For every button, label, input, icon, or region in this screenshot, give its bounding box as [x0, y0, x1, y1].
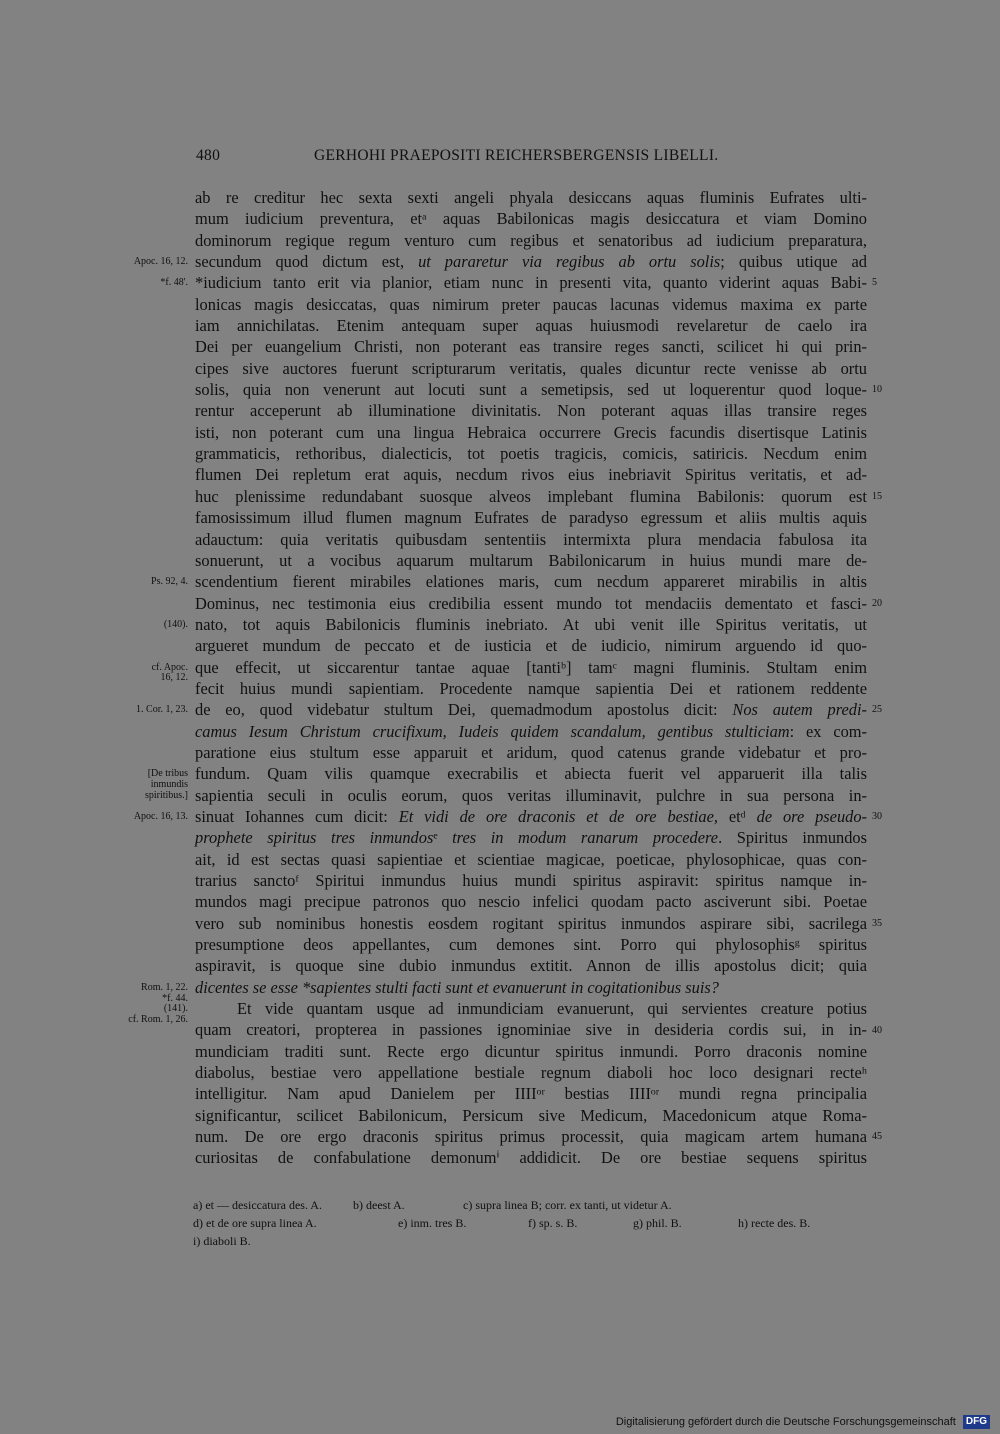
- text-line: Dominus, nec testimonia eius credibilia essent mundo tot mendaciis dementato et fasci-: [195, 593, 867, 613]
- margin-reference: (140).: [163, 619, 188, 630]
- margin-reference: cf. Apoc.: [151, 661, 188, 673]
- footnote: b) deest A.: [353, 1198, 405, 1212]
- text-line: camus Iesum Christum crucifixum, Iudeis quidem scandalum, gentibus stulticiam: ex com-: [195, 721, 867, 741]
- line-number: 20: [872, 597, 882, 609]
- text-line: ait, id est sectas quasi sapientiae et scientiae magicae, poeticae, phylosophicae, quas con-: [195, 849, 867, 869]
- text-line: vero sub nominibus honestis eosdem rogitant spiritus inmundos aspirare sibi, sacrilega: [195, 913, 867, 933]
- margin-reference: 1. Cor. 1, 23.: [136, 704, 188, 716]
- text-line: Dei per euangelium Christi, non poterant eas transire reges sancti, scilicet hi qui prin-: [195, 337, 867, 357]
- margin-reference: Apoc. 16, 13.: [133, 811, 188, 823]
- text-line: prophete spiritus tres inmundosᵉ tres in modum ranarum procedere. Spiritus inmundos: [195, 828, 867, 848]
- text-line: adauctum: quia veritatis quibusdam sententiis intermixta plura mendacia fabulosa ita: [195, 529, 867, 549]
- text-line: aspiravit, is quoque sine dubio inmundus extitit. Annon de illis apostolus dicit; quia: [195, 956, 867, 976]
- text-line: nato, tot aquis Babilonicis fluminis inebriato. At ubi venit ille Spiritus veritatis, ut: [195, 614, 867, 634]
- text-line: isti, non poterant cum una lingua Hebraica occurrere Grecis facundis disertisque Latinis: [195, 422, 867, 442]
- footnote-line: [193, 1214, 867, 1232]
- margin-reference: cf. Rom. 1, 26.: [128, 1013, 188, 1025]
- text-line: fundum. Quam vilis quamque execrabilis et abiecta fuerit vel apparuerit illa talis: [195, 764, 867, 784]
- text-line: ab re creditur hec sexta sexti angeli phyala desiccans aquas fluminis Eufrates ulti-: [195, 188, 867, 207]
- text-line: mundiciam traditi sunt. Recte ergo dicuntur spiritus inmundi. Porro draconis nomine: [195, 1041, 867, 1061]
- text-line: iam annichilatas. Etenim antequam super aquas huiusmodi revelaretur de caelo ira: [195, 316, 867, 336]
- running-title: GERHOHI PRAEPOSITI REICHERSBERGENSIS LIBELLI.: [314, 147, 719, 164]
- line-number: 15: [872, 490, 882, 502]
- text-line: intelligitur. Nam apud Danielem per IIIIᵒʳ bestias IIIIᵒʳ mundi regna principalia: [195, 1084, 867, 1104]
- text-line: paratione eius stultum esse apparuit et aridum, quod catenus grande videbatur et pro-: [195, 742, 867, 762]
- text-line: solis, quia non venerunt aut locuti sunt a semetipsis, sed ut loquerentur quod loque-: [195, 380, 867, 400]
- text-line: quam creatori, propterea in passiones ignominiae sive in desideria cordis sui, in in-: [195, 1020, 867, 1040]
- line-number: 10: [872, 384, 882, 396]
- margin-reference: 16, 12.: [160, 672, 188, 684]
- text-line: lonicas magis desiccatas, quas nimirum preter paucas lacunas videmus maxima ex parte: [195, 294, 867, 314]
- text-line: scendentium fierent mirabiles elationes maris, cum necdum appareret mirabilis in altis: [195, 572, 867, 592]
- text-line: cipes sive auctores fuerunt scripturarum veritatis, quales dicuntur recte venisse ab ortu: [195, 358, 867, 378]
- footnote: i) diaboli B.: [193, 1234, 251, 1248]
- margin-reference: [De tribus: [147, 768, 188, 780]
- line-number: 45: [872, 1131, 882, 1143]
- margin-reference: Apoc. 16, 12.: [133, 256, 188, 268]
- footnote-line: [193, 1196, 867, 1214]
- text-line: que effecit, ut siccarentur tantae aquae [tantiᵇ] tamᶜ magni fluminis. Stultam enim: [195, 657, 867, 677]
- text-line: dicentes se esse *sapientes stulti facti sunt et evanuerunt in cogitationibus suis?: [195, 977, 719, 997]
- page-number: 480: [196, 147, 221, 164]
- text-line: sinuat Iohannes cum dicit: Et vidi de ore draconis et de ore bestiae, etᵈ de ore pseudo-: [195, 806, 867, 826]
- funding-footer: [616, 1415, 990, 1429]
- margin-reference: Ps. 92, 4.: [151, 576, 188, 588]
- footnotes: [193, 1196, 867, 1250]
- footer-text: Digitalisierung gefördert durch die Deutsche Forschungsgemeinschaft: [615, 1416, 956, 1428]
- line-number: 35: [872, 917, 882, 929]
- text-line: secundum quod dictum est, ut pararetur via regibus ab ortu solis; quibus utique ad: [195, 252, 867, 272]
- text-line: significantur, scilicet Babilonicum, Persicum sive Medicum, Macedonicum atque Roma-: [195, 1105, 867, 1125]
- line-number: 25: [872, 704, 882, 716]
- margin-reference: *f. 44.: [162, 992, 188, 1004]
- footnote: g) phil. B.: [633, 1216, 682, 1230]
- text-line: presumptione deos appellantes, cum demones sint. Porro qui phylosophisᵍ spiritus: [195, 935, 867, 955]
- text-line: trarius sanctoᶠ Spiritui inmundus huius mundi spiritus aspiravit: spiritus namque in-: [195, 871, 867, 890]
- line-number: 30: [872, 811, 882, 823]
- margin-reference: inmundis: [150, 779, 188, 791]
- text-line: de eo, quod videbatur stultum Dei, quemadmodum apostolus dicit: Nos autem predi-: [195, 700, 867, 720]
- text-line: sapientia seculi in oculis eorum, quos veritas illuminavit, pulchre in sua persona in-: [195, 785, 867, 805]
- margin-reference: *f. 48'.: [160, 277, 188, 289]
- footnote: e) inm. tres B.: [398, 1216, 467, 1230]
- line-number: 5: [872, 277, 877, 289]
- footnote: c) supra linea B; corr. ex tanti, ut videtur A.: [463, 1198, 672, 1212]
- margin-reference: (141).: [163, 1003, 188, 1015]
- footnote: f) sp. s. B.: [528, 1216, 578, 1230]
- text-line: huc plenissime redundabant suosque alveos implebant flumina Babilonis: quorum est: [195, 486, 867, 506]
- text-line: Et vide quantam usque ad inmundiciam evanuerunt, qui servientes creature potius: [237, 999, 867, 1019]
- text-line: curiositas de confabulatione demonumⁱ addidicit. De ore bestiae sequens spiritus: [195, 1148, 867, 1168]
- text-line: mum iudicium preventura, etᵃ aquas Babilonicas magis desiccatura et viam Domino: [195, 209, 867, 229]
- dfg-logo: DFG: [963, 1415, 990, 1429]
- text-line: sonuerunt, ut a vocibus aquarum multarum Babilonicarum in huius mundi mare de-: [195, 550, 867, 570]
- footnote: d) et de ore supra linea A.: [193, 1216, 317, 1230]
- text-line: grammaticis, rethoribus, dialecticis, tot poetis tragicis, comicis, satiricis. Necdum enim: [195, 444, 867, 464]
- text-line: mundos magi precipue patronos quo nescio infelici quodam pacto asciverunt sibi. Poetae: [195, 892, 867, 912]
- line-number: 40: [872, 1024, 882, 1036]
- running-header: [196, 147, 866, 171]
- main-text: [195, 187, 867, 1169]
- margin-reference: Rom. 1, 22.: [141, 981, 188, 993]
- text-line: diabolus, bestiae vero appellatione bestiale regnum diaboli hoc loco designari recteʰ: [195, 1063, 867, 1083]
- text-line: *iudicium tanto erit via planior, etiam nunc in presenti vita, quanto viderint aquas Babi-: [195, 273, 867, 293]
- text-line: rentur acceperunt ab illuminatione divinitatis. Non poterant aquas illas transire reges: [195, 401, 867, 421]
- text-line: fecit huius mundi sapientiam. Procedente namque sapientia Dei et rationem reddente: [195, 678, 867, 698]
- text-line: famosissimum illud flumen magnum Eufrates de paradyso egressum et aliis multis aquis: [195, 508, 867, 528]
- footnote-line: [193, 1232, 867, 1250]
- text-line: num. De ore ergo draconis spiritus primus processit, quia magicam artem humana: [195, 1127, 867, 1147]
- margin-reference: spiritibus.]: [144, 789, 188, 801]
- text-line: flumen Dei repletum erat aquis, necdum rivos eius inebriavit Spiritus veritatis, et ad-: [195, 465, 867, 485]
- text-line: argueret mundum de peccato et de iusticia et de iudicio, nimirum arguendo id quo-: [195, 636, 867, 656]
- footnote: h) recte des. B.: [738, 1216, 811, 1230]
- text-line: dominorum regique regum venturo cum regibus et senatoribus ad iudicium preparatura,: [195, 230, 867, 250]
- footnote: a) et — desiccatura des. A.: [193, 1198, 322, 1212]
